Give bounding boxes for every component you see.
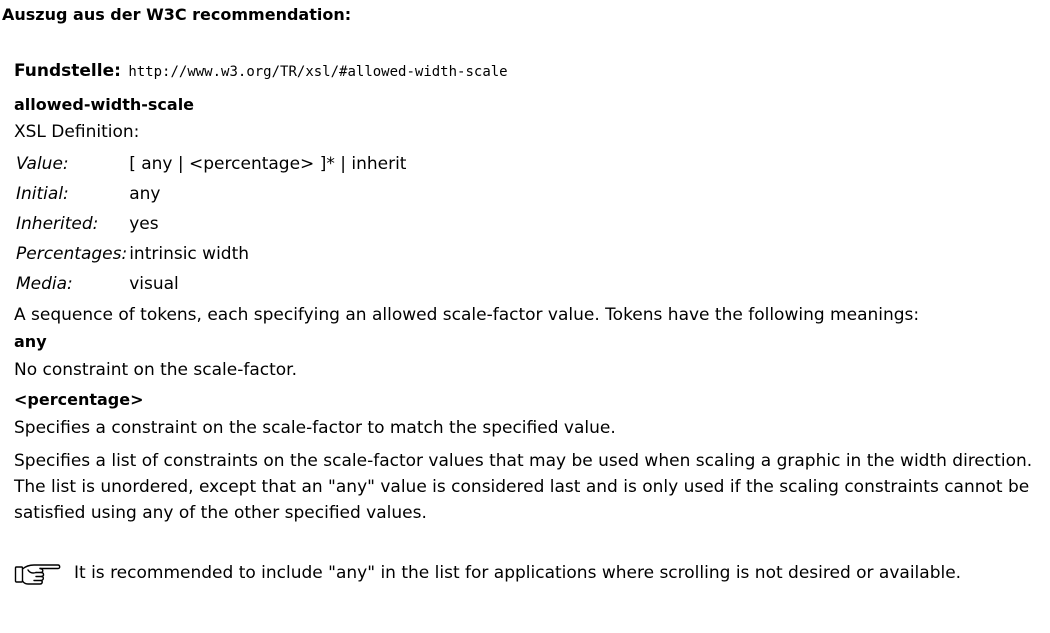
table-row — [16, 209, 408, 239]
table-row — [16, 239, 408, 269]
pointing-hand-icon — [14, 558, 62, 588]
page-heading: Auszug aus der W3C recommendation: — [2, 5, 352, 24]
definition-key: Inherited: — [16, 214, 99, 234]
definition-value: [ any | <percentage> ]* | inherit — [129, 154, 407, 174]
term-percentage-description: Specifies a constraint on the scale-factor to match the specified value. — [14, 418, 616, 438]
definition-key: Media: — [16, 274, 73, 294]
definition-value: visual — [129, 274, 179, 294]
term-percentage: <percentage> — [14, 390, 144, 409]
term-any: any — [14, 332, 47, 351]
xsl-definition-label: XSL Definition: — [14, 122, 140, 142]
definition-key: Initial: — [16, 184, 69, 204]
description-paragraph: Specifies a list of constraints on the scale-factor values that may be used when scaling a graphic in the width direction. The list is unordered, except that an "any" value is considered last and is only used if the scaling constraints cannot be satisfied using any of the other specified values. — [14, 451, 1033, 523]
definition-key: Value: — [16, 154, 69, 174]
definition-value: any — [129, 184, 161, 204]
property-name: allowed-width-scale — [14, 95, 195, 114]
source-line — [14, 58, 1044, 84]
definition-value: yes — [129, 214, 159, 234]
source-url: http://www.w3.org/TR/xsl/#allowed-width-scale — [128, 64, 508, 80]
excerpt-content — [14, 58, 1044, 588]
table-row — [16, 149, 408, 179]
definition-value: intrinsic width — [129, 244, 250, 264]
definition-key: Percentages: — [16, 244, 128, 264]
table-row — [16, 269, 408, 299]
term-any-description: No constraint on the scale-factor. — [14, 360, 298, 380]
note-text: It is recommended to include "any" in the list for applications where scrolling is not desired or available. — [74, 563, 962, 583]
table-row — [16, 179, 408, 209]
source-label: Fundstelle: — [14, 61, 121, 81]
definition-table — [16, 149, 408, 299]
note — [14, 558, 1044, 588]
tokens-intro: A sequence of tokens, each specifying an allowed scale-factor value. Tokens have the following meanings: — [14, 305, 920, 325]
